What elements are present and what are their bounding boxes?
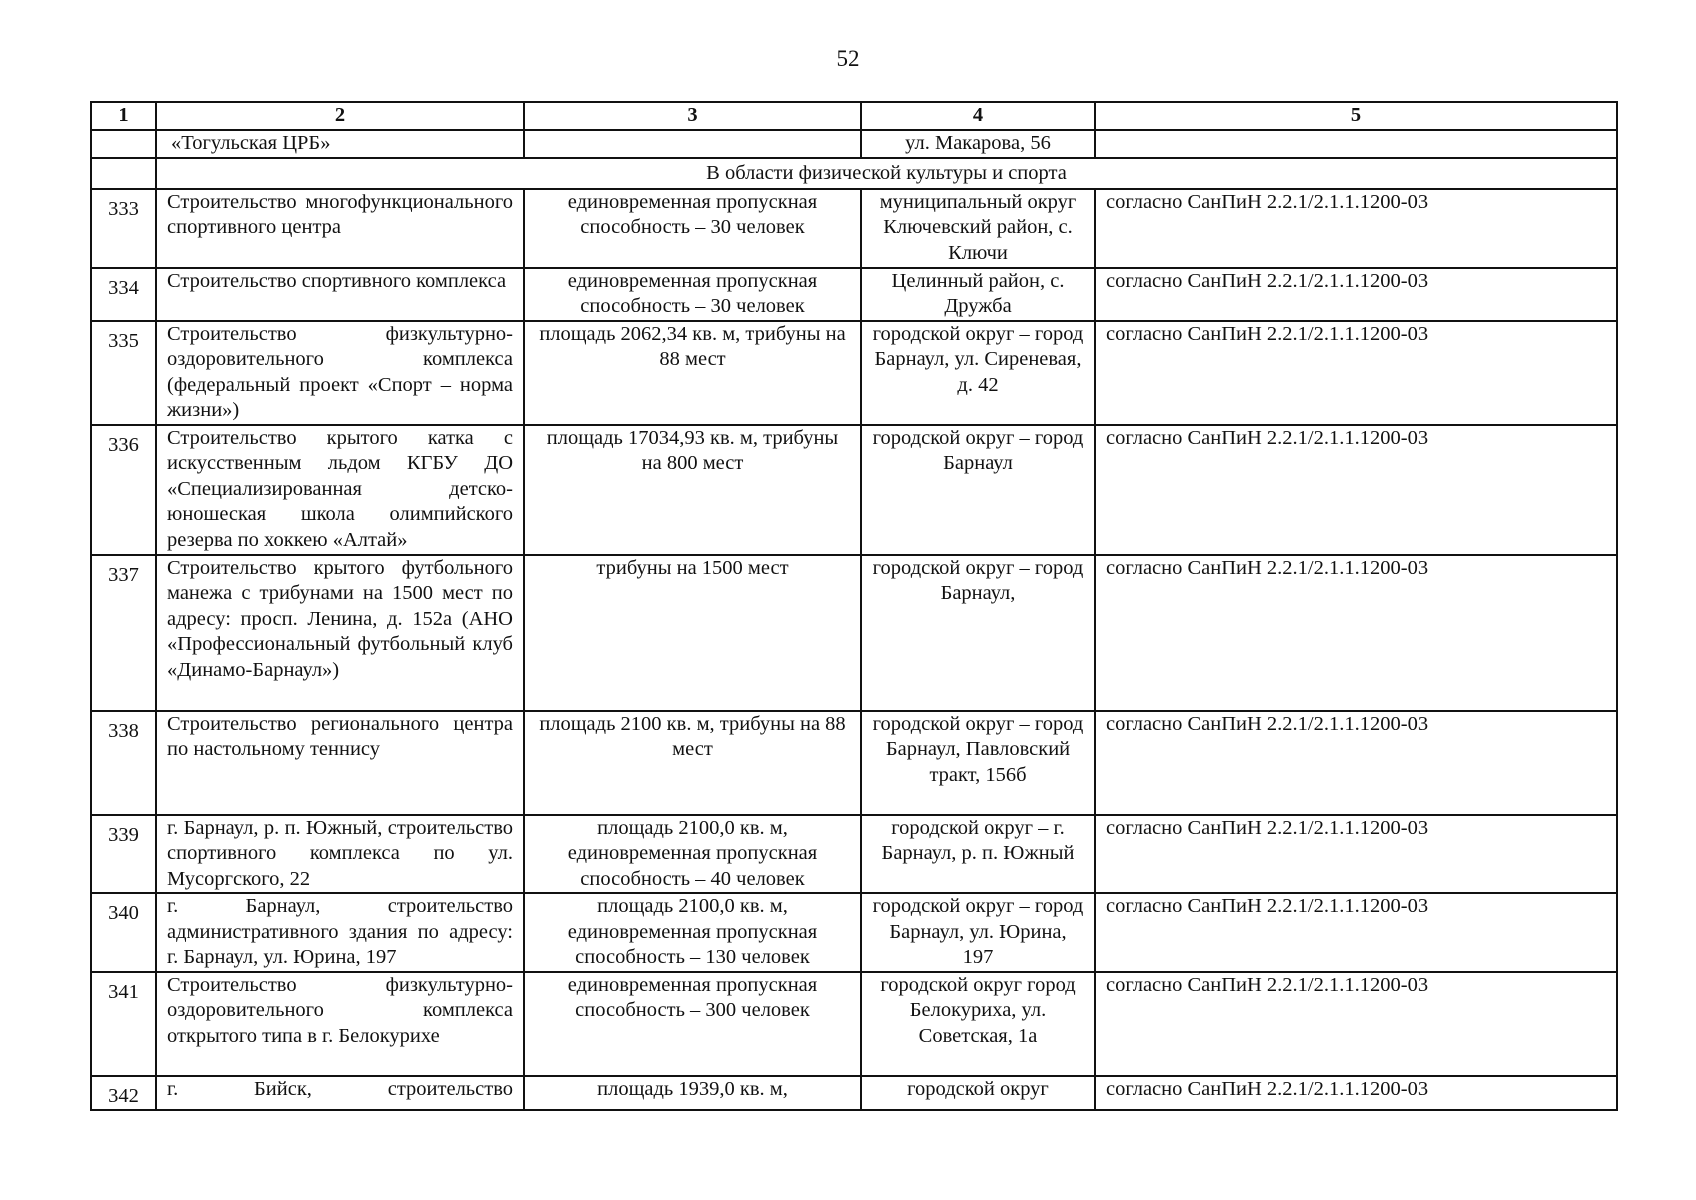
row-number: 333 <box>108 197 139 220</box>
location-cell: Целинный район, с. Дружба <box>861 268 1095 321</box>
norm-cell: согласно СанПиН 2.2.1/2.1.1.1200-03 <box>1095 189 1617 268</box>
row-number: 338 <box>108 719 139 742</box>
row-number: 334 <box>108 276 139 299</box>
norm-cell: согласно СанПиН 2.2.1/2.1.1.1200-03 <box>1095 425 1617 555</box>
capacity-cell: площадь 1939,0 кв. м, <box>524 1076 861 1111</box>
row-number-cell <box>91 158 156 189</box>
row-number: 335 <box>108 329 139 352</box>
header-cell: 2 <box>156 102 524 130</box>
norm-cell: согласно СанПиН 2.2.1/2.1.1.1200-03 <box>1095 321 1617 425</box>
row-number-cell <box>91 972 156 1076</box>
row-number: 336 <box>108 433 139 456</box>
row-number-cell <box>91 711 156 815</box>
object-name-cell: Строительство физкультурно-оздоровительного комплекса (федеральный проект «Спорт – норма жизни») <box>156 321 524 425</box>
section-row <box>91 158 1617 189</box>
capacity-cell: площадь 2100 кв. м, трибуны на 88 мест <box>524 711 861 815</box>
section-title: В области физической культуры и спорта <box>156 158 1617 189</box>
row-number-cell <box>91 130 156 158</box>
header-cell: 5 <box>1095 102 1617 130</box>
location-cell: муниципальный округ Ключевский район, с. Ключи <box>861 189 1095 268</box>
object-name-cell: Строительство физкультурно-оздоровительного комплекса открытого типа в г. Белокурихе <box>156 972 524 1076</box>
object-name-cell: Строительство крытого футбольного манежа с трибунами на 1500 мест по адресу: просп. Ленина, д. 152а (АНО «Профессиональный футбольный клуб «Динамо-Барнаул») <box>156 555 524 711</box>
location-cell: ул. Макарова, 56 <box>861 130 1095 158</box>
table-row <box>91 268 1617 321</box>
row-number-cell <box>91 1076 156 1111</box>
location-cell: городской округ – город Барнаул, ул. Юрина, 197 <box>861 893 1095 972</box>
row-number: 340 <box>108 902 139 924</box>
object-name-cell: Строительство спортивного комплекса <box>156 268 524 321</box>
header-cell: 3 <box>524 102 861 130</box>
norm-cell: согласно СанПиН 2.2.1/2.1.1.1200-03 <box>1095 711 1617 815</box>
continuation-row <box>91 130 1617 158</box>
header-cell: 4 <box>861 102 1095 130</box>
object-name-cell: Строительство регионального центра по настольному теннису <box>156 711 524 815</box>
object-name-cell: г. Бийск, строительство <box>156 1076 524 1111</box>
norm-cell: согласно СанПиН 2.2.1/2.1.1.1200-03 <box>1095 268 1617 321</box>
row-number-cell <box>91 815 156 894</box>
capacity-cell: единовременная пропускная способность – 30 человек <box>524 189 861 268</box>
objects-table <box>90 101 1618 1111</box>
capacity-cell: площадь 2100,0 кв. м, единовременная пропускная способность – 40 человек <box>524 815 861 894</box>
capacity-cell: трибуны на 1500 мест <box>524 555 861 711</box>
norm-cell: согласно СанПиН 2.2.1/2.1.1.1200-03 <box>1095 1076 1617 1111</box>
table-row <box>91 555 1617 711</box>
row-number: 337 <box>108 563 139 586</box>
table-row <box>91 711 1617 815</box>
location-cell: городской округ город Белокуриха, ул. Советская, 1а <box>861 972 1095 1076</box>
location-cell: городской округ – город Барнаул, <box>861 555 1095 711</box>
table-row <box>91 425 1617 555</box>
norm-cell: согласно СанПиН 2.2.1/2.1.1.1200-03 <box>1095 972 1617 1076</box>
capacity-cell <box>524 130 861 158</box>
capacity-cell: площадь 2062,34 кв. м, трибуны на 88 мест <box>524 321 861 425</box>
row-number: 341 <box>108 980 139 1003</box>
table-header-row <box>91 102 1617 130</box>
capacity-cell: единовременная пропускная способность – 30 человек <box>524 268 861 321</box>
object-name-cell: Строительство крытого катка с искусственным льдом КГБУ ДО «Специализированная детско-юношеская школа олимпийского резерва по хоккею «Алтай» <box>156 425 524 555</box>
row-number-cell <box>91 893 156 972</box>
location-cell: городской округ – город Барнаул, Павловский тракт, 156б <box>861 711 1095 815</box>
norm-cell <box>1095 130 1617 158</box>
object-name-cell: г. Барнаул, р. п. Южный, строительство спортивного комплекса по ул. Мусоргского, 22 <box>156 815 524 894</box>
table-row <box>91 815 1617 894</box>
row-number-cell <box>91 425 156 555</box>
location-cell: городской округ – город Барнаул <box>861 425 1095 555</box>
object-name-cell: г. Барнаул, строительство административного здания по адресу: г. Барнаул, ул. Юрина, 197 <box>156 893 524 972</box>
norm-cell: согласно СанПиН 2.2.1/2.1.1.1200-03 <box>1095 815 1617 894</box>
row-number-cell <box>91 555 156 711</box>
table-row <box>91 189 1617 268</box>
norm-cell: согласно СанПиН 2.2.1/2.1.1.1200-03 <box>1095 893 1617 972</box>
table-row <box>91 972 1617 1076</box>
norm-cell: согласно СанПиН 2.2.1/2.1.1.1200-03 <box>1095 555 1617 711</box>
row-number: 342 <box>108 1084 139 1107</box>
row-number-cell <box>91 268 156 321</box>
location-cell: городской округ – г. Барнаул, р. п. Южный <box>861 815 1095 894</box>
capacity-cell: площадь 2100,0 кв. м, единовременная пропускная способность – 130 человек <box>524 893 861 972</box>
object-name-cell: «Тогульская ЦРБ» <box>156 130 524 158</box>
capacity-cell: площадь 17034,93 кв. м, трибуны на 800 мест <box>524 425 861 555</box>
location-cell: городской округ – город Барнаул, ул. Сиреневая, д. 42 <box>861 321 1095 425</box>
object-name-cell: Строительство многофункционального спортивного центра <box>156 189 524 268</box>
row-number-cell <box>91 189 156 268</box>
table-row <box>91 1076 1617 1111</box>
row-number-cell <box>91 321 156 425</box>
capacity-cell: единовременная пропускная способность – 300 человек <box>524 972 861 1076</box>
header-cell: 1 <box>91 102 156 130</box>
page-number: 52 <box>836 46 860 71</box>
table-row <box>91 893 1617 972</box>
row-number: 339 <box>108 823 139 846</box>
table-row <box>91 321 1617 425</box>
location-cell: городской округ <box>861 1076 1095 1111</box>
